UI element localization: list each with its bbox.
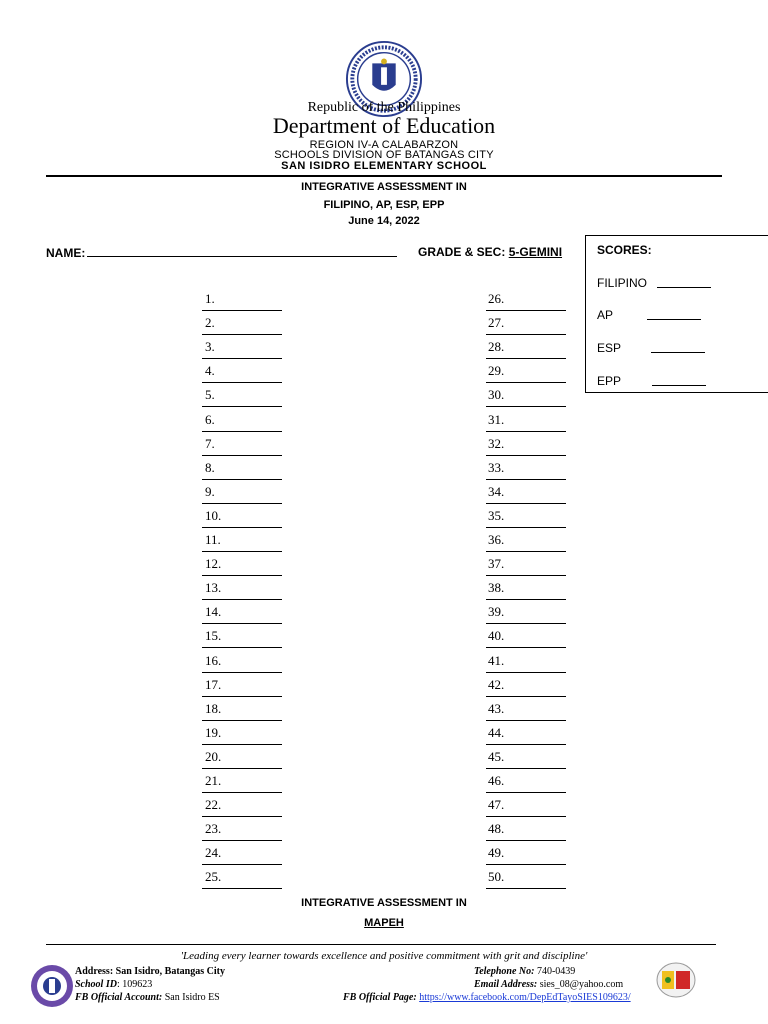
answer-blank-line[interactable] xyxy=(202,647,282,648)
answer-blank-line[interactable] xyxy=(486,696,566,697)
score-row-esp[interactable] xyxy=(597,341,621,355)
answer-item-number: 20. xyxy=(205,749,222,764)
email-label: Email Address: xyxy=(474,979,538,990)
answer-item-number: 27. xyxy=(488,315,505,330)
answer-item-number: 22. xyxy=(205,797,222,812)
answer-item-number: 18. xyxy=(205,701,222,716)
answer-item[interactable] xyxy=(488,773,504,789)
answer-item-number: 48. xyxy=(488,821,505,836)
answer-blank-line[interactable] xyxy=(202,816,282,817)
telephone-line xyxy=(474,966,575,977)
answer-item[interactable] xyxy=(205,725,221,741)
assessment-title-line2: FILIPINO, AP, ESP, EPP xyxy=(323,199,445,211)
answer-item-number: 49. xyxy=(488,845,505,860)
answer-item[interactable] xyxy=(205,580,221,596)
answer-item-number: 7. xyxy=(205,436,215,451)
answer-item-number: 9. xyxy=(205,484,215,499)
answer-item-number: 45. xyxy=(488,749,505,764)
answer-item-number: 13. xyxy=(205,580,222,595)
answer-item[interactable] xyxy=(488,363,504,379)
school-seal-logo xyxy=(30,964,74,1008)
score-subject: EPP xyxy=(597,374,622,388)
answer-item[interactable] xyxy=(488,532,504,548)
answer-item[interactable] xyxy=(205,604,221,620)
deped-tayo-logo xyxy=(656,962,696,998)
answer-item[interactable] xyxy=(205,387,215,403)
next-section-title-line1: INTEGRATIVE ASSESSMENT IN xyxy=(301,897,467,909)
footer-divider xyxy=(46,944,716,945)
answer-item-number: 4. xyxy=(205,363,215,378)
answer-blank-line[interactable] xyxy=(486,720,566,721)
fb-page-link[interactable]: https://www.facebook.com/DepEdTayoSIES109623/ xyxy=(419,992,631,1003)
answer-blank-line[interactable] xyxy=(202,672,282,673)
answer-item[interactable] xyxy=(488,725,504,741)
answer-blank-line[interactable] xyxy=(202,431,282,432)
answer-item-number: 29. xyxy=(488,363,505,378)
fb-account-line xyxy=(75,992,220,1003)
answer-item-number: 35. xyxy=(488,508,505,523)
answer-item-number: 6. xyxy=(205,412,215,427)
score-subject: FILIPINO xyxy=(597,276,648,290)
answer-item-number: 44. xyxy=(488,725,505,740)
answer-item-number: 1. xyxy=(205,291,215,306)
school-id-line xyxy=(75,979,152,990)
fb-account-label: FB Official Account: xyxy=(75,992,163,1003)
answer-item-number: 12. xyxy=(205,556,222,571)
address-label: Address: xyxy=(75,966,114,977)
answer-blank-line[interactable] xyxy=(486,672,566,673)
answer-blank-line[interactable] xyxy=(486,455,566,456)
answer-item[interactable] xyxy=(205,845,221,861)
republic-line: Republic of the Philippines xyxy=(307,100,461,115)
answer-item-number: 37. xyxy=(488,556,505,571)
email-line xyxy=(474,979,623,990)
answer-item[interactable] xyxy=(488,749,504,765)
answer-blank-line[interactable] xyxy=(486,623,566,624)
answer-blank-line[interactable] xyxy=(202,599,282,600)
answer-blank-line[interactable] xyxy=(486,334,566,335)
answer-item[interactable] xyxy=(488,436,504,452)
answer-item[interactable] xyxy=(205,315,215,331)
answer-item[interactable] xyxy=(205,628,221,644)
answer-item-number: 15. xyxy=(205,628,222,643)
answer-item[interactable] xyxy=(488,556,504,572)
answer-blank-line[interactable] xyxy=(486,575,566,576)
answer-item[interactable] xyxy=(205,291,215,307)
answer-item[interactable] xyxy=(205,556,221,572)
answer-item-number: 39. xyxy=(488,604,505,619)
assessment-date: June 14, 2022 xyxy=(348,215,420,227)
email-value: sies_08@yahoo.com xyxy=(539,979,624,990)
answer-blank-line[interactable] xyxy=(202,792,282,793)
answer-item[interactable] xyxy=(488,797,504,813)
answer-item-number: 11. xyxy=(205,532,221,547)
answer-blank-line[interactable] xyxy=(486,768,566,769)
answer-blank-line[interactable] xyxy=(486,840,566,841)
answer-blank-line[interactable] xyxy=(486,744,566,745)
answer-item-number: 2. xyxy=(205,315,215,330)
answer-item-number: 16. xyxy=(205,653,222,668)
answer-blank-line[interactable] xyxy=(202,840,282,841)
answer-item[interactable] xyxy=(488,845,504,861)
answer-blank-line[interactable] xyxy=(486,503,566,504)
answer-item-number: 40. xyxy=(488,628,505,643)
answer-blank-line[interactable] xyxy=(202,527,282,528)
answer-blank-line[interactable] xyxy=(486,310,566,311)
answer-blank-line[interactable] xyxy=(486,864,566,865)
telephone-value: 740-0439 xyxy=(536,966,576,977)
division-line: SCHOOLS DIVISION OF BATANGAS CITY xyxy=(274,149,494,161)
answer-blank-line[interactable] xyxy=(202,455,282,456)
score-row-ap[interactable] xyxy=(597,308,613,322)
answer-item[interactable] xyxy=(488,677,504,693)
grade-value: 5-GEMINI xyxy=(508,245,563,259)
answer-blank-line[interactable] xyxy=(486,792,566,793)
answer-item-number: 17. xyxy=(205,677,222,692)
answer-item[interactable] xyxy=(205,821,221,837)
answer-item-number: 47. xyxy=(488,797,505,812)
answer-item[interactable] xyxy=(205,508,221,524)
school-name: SAN ISIDRO ELEMENTARY SCHOOL xyxy=(281,160,487,172)
answer-blank-line[interactable] xyxy=(486,551,566,552)
answer-item-number: 28. xyxy=(488,339,505,354)
answer-item-number: 50. xyxy=(488,869,505,884)
department-title: Department of Education xyxy=(272,113,496,138)
answer-blank-line[interactable] xyxy=(202,551,282,552)
answer-item-number: 10. xyxy=(205,508,222,523)
answer-item[interactable] xyxy=(488,653,504,669)
answer-blank-line[interactable] xyxy=(202,888,282,889)
answer-item-number: 31. xyxy=(488,412,505,427)
answer-item[interactable] xyxy=(488,701,504,717)
answer-item-number: 34. xyxy=(488,484,505,499)
score-blank-line[interactable] xyxy=(657,287,711,288)
region-line: REGION IV-A CALABARZON xyxy=(309,139,459,151)
answer-item-number: 26. xyxy=(488,291,505,306)
scores-title: SCORES: xyxy=(597,243,652,257)
answer-blank-line[interactable] xyxy=(486,599,566,600)
answer-item[interactable] xyxy=(205,869,221,885)
telephone-label: Telephone No: xyxy=(474,966,535,977)
grade-label: GRADE & SEC: xyxy=(418,245,506,259)
answer-item[interactable] xyxy=(205,749,221,765)
school-id-label: School ID xyxy=(75,979,117,990)
answer-blank-line[interactable] xyxy=(202,575,282,576)
answer-item-number: 42. xyxy=(488,677,505,692)
answer-item-number: 41. xyxy=(488,653,505,668)
answer-item[interactable] xyxy=(205,484,215,500)
answer-item[interactable] xyxy=(205,532,221,548)
score-row-filipino[interactable] xyxy=(597,276,647,290)
answer-item[interactable] xyxy=(488,339,504,355)
answer-blank-line[interactable] xyxy=(202,864,282,865)
answer-blank-line[interactable] xyxy=(202,696,282,697)
score-subject: AP xyxy=(597,308,614,322)
answer-item-number: 43. xyxy=(488,701,505,716)
fb-page-label: FB Official Page: xyxy=(343,992,417,1003)
answer-blank-line[interactable] xyxy=(486,527,566,528)
answer-item-number: 36. xyxy=(488,532,505,547)
answer-blank-line[interactable] xyxy=(486,816,566,817)
fb-page-line xyxy=(343,992,631,1003)
answer-item-number: 8. xyxy=(205,460,215,475)
answer-item[interactable] xyxy=(205,797,221,813)
answer-item[interactable] xyxy=(488,387,504,403)
answer-item[interactable] xyxy=(488,580,504,596)
assessment-title-line1: INTEGRATIVE ASSESSMENT IN xyxy=(301,181,467,193)
answer-blank-line[interactable] xyxy=(486,647,566,648)
scores-box xyxy=(585,235,768,393)
answer-item[interactable] xyxy=(205,363,215,379)
answer-item[interactable] xyxy=(205,339,215,355)
answer-item[interactable] xyxy=(205,701,221,717)
answer-item[interactable] xyxy=(205,677,221,693)
answer-item-number: 19. xyxy=(205,725,222,740)
answer-item[interactable] xyxy=(205,412,215,428)
name-field[interactable] xyxy=(46,245,397,260)
answer-blank-line[interactable] xyxy=(486,406,566,407)
answer-blank-line[interactable] xyxy=(202,720,282,721)
answer-item[interactable] xyxy=(488,315,504,331)
fb-account-value: San Isidro ES xyxy=(164,992,220,1003)
score-blank-line[interactable] xyxy=(647,319,701,320)
answer-blank-line[interactable] xyxy=(202,358,282,359)
school-motto: 'Leading every learner towards excellence and positive commitment with grit and discipline' xyxy=(180,950,588,962)
answer-blank-line[interactable] xyxy=(486,888,566,889)
answer-blank-line[interactable] xyxy=(486,358,566,359)
answer-item[interactable] xyxy=(488,291,504,307)
answer-item-number: 32. xyxy=(488,436,505,451)
answer-item-number: 5. xyxy=(205,387,215,402)
grade-section xyxy=(418,245,562,259)
answer-item[interactable] xyxy=(488,412,504,428)
answer-blank-line[interactable] xyxy=(202,382,282,383)
answer-item-number: 3. xyxy=(205,339,215,354)
answer-item[interactable] xyxy=(205,436,215,452)
answer-item[interactable] xyxy=(488,484,504,500)
answer-blank-line[interactable] xyxy=(486,431,566,432)
answer-blank-line[interactable] xyxy=(486,382,566,383)
answer-item[interactable] xyxy=(488,460,504,476)
header-divider xyxy=(46,175,722,177)
answer-item-number: 14. xyxy=(205,604,222,619)
answer-item-number: 25. xyxy=(205,869,222,884)
answer-item[interactable] xyxy=(488,821,504,837)
score-row-epp[interactable] xyxy=(597,374,621,388)
answer-item[interactable] xyxy=(205,773,221,789)
address-line xyxy=(75,966,225,977)
answer-blank-line[interactable] xyxy=(202,310,282,311)
next-section-title-line2: MAPEH xyxy=(364,917,404,929)
answer-item-number: 46. xyxy=(488,773,505,788)
answer-item[interactable] xyxy=(205,460,215,476)
score-subject: ESP xyxy=(597,341,622,355)
answer-item-number: 21. xyxy=(205,773,222,788)
answer-blank-line[interactable] xyxy=(202,623,282,624)
answer-item[interactable] xyxy=(488,604,504,620)
answer-blank-line[interactable] xyxy=(202,503,282,504)
answer-item-number: 24. xyxy=(205,845,222,860)
answer-blank-line[interactable] xyxy=(202,768,282,769)
name-blank-line[interactable] xyxy=(87,245,397,257)
answer-blank-line[interactable] xyxy=(202,334,282,335)
name-label: NAME: xyxy=(46,246,86,260)
answer-blank-line[interactable] xyxy=(202,744,282,745)
answer-blank-line[interactable] xyxy=(486,479,566,480)
answer-item[interactable] xyxy=(488,628,504,644)
answer-item-number: 33. xyxy=(488,460,505,475)
answer-item[interactable] xyxy=(488,869,504,885)
answer-item[interactable] xyxy=(488,508,504,524)
answer-blank-line[interactable] xyxy=(202,479,282,480)
score-blank-line[interactable] xyxy=(652,385,706,386)
answer-blank-line[interactable] xyxy=(202,406,282,407)
answer-item-number: 30. xyxy=(488,387,505,402)
address-value: San Isidro, Batangas City xyxy=(115,966,225,977)
answer-item-number: 38. xyxy=(488,580,505,595)
school-id-value: : 109623 xyxy=(116,979,153,990)
score-blank-line[interactable] xyxy=(651,352,705,353)
answer-item[interactable] xyxy=(205,653,221,669)
answer-item-number: 23. xyxy=(205,821,222,836)
